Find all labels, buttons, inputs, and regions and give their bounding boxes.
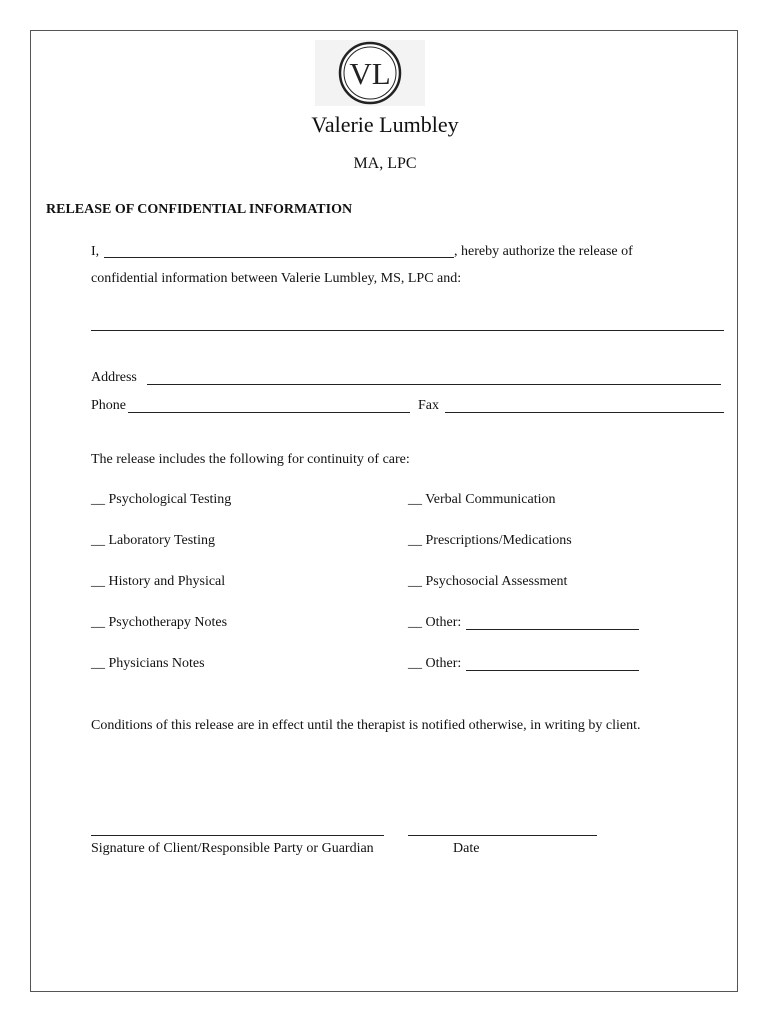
address-label: Address xyxy=(91,370,137,385)
date-field[interactable] xyxy=(408,835,597,836)
logo-monogram: VL xyxy=(349,56,391,91)
release-intro: The release includes the following for continuity of care: xyxy=(91,452,410,467)
checkbox-verbal-communication[interactable]: __ Verbal Communication xyxy=(408,492,556,507)
intro-line-2: confidential information between Valerie Lumbley, MS, LPC and: xyxy=(91,271,462,286)
logo xyxy=(315,40,425,106)
intro-suffix: , hereby authorize the release of xyxy=(454,244,633,259)
other-2-field[interactable] xyxy=(466,670,639,671)
checkbox-laboratory-testing[interactable]: __ Laboratory Testing xyxy=(91,533,215,548)
checkbox-other-1[interactable]: __ Other: xyxy=(408,615,462,630)
form-heading: RELEASE OF CONFIDENTIAL INFORMATION xyxy=(46,202,353,217)
checkbox-psychotherapy-notes[interactable]: __ Psychotherapy Notes xyxy=(91,615,228,630)
intro-prefix: I, xyxy=(91,244,100,259)
practitioner-credentials: MA, LPC xyxy=(353,155,417,172)
checkbox-history-physical[interactable]: __ History and Physical xyxy=(91,574,226,589)
phone-label: Phone xyxy=(91,398,126,413)
date-label: Date xyxy=(453,841,480,856)
signature-label: Signature of Client/Responsible Party or Guardian xyxy=(91,841,374,856)
checkbox-prescriptions-medications[interactable]: __ Prescriptions/Medications xyxy=(408,533,572,548)
practitioner-name: Valerie Lumbley xyxy=(311,112,459,137)
checkbox-psychosocial-assessment[interactable]: __ Psychosocial Assessment xyxy=(408,574,568,589)
checkbox-psychological-testing[interactable]: __ Psychological Testing xyxy=(91,492,232,507)
phone-field[interactable] xyxy=(128,412,410,413)
checkbox-physicians-notes[interactable]: __ Physicians Notes xyxy=(91,656,205,671)
fax-field[interactable] xyxy=(445,412,724,413)
fax-label: Fax xyxy=(418,398,439,413)
other-1-field[interactable] xyxy=(466,629,639,630)
signature-field[interactable] xyxy=(91,835,384,836)
recipient-field[interactable] xyxy=(91,330,724,331)
conditions-text: Conditions of this release are in effect until the therapist is notified otherwise, in writing by client. xyxy=(91,718,641,733)
address-field[interactable] xyxy=(147,384,721,385)
client-name-field[interactable] xyxy=(104,257,454,258)
checkbox-other-2[interactable]: __ Other: xyxy=(408,656,462,671)
